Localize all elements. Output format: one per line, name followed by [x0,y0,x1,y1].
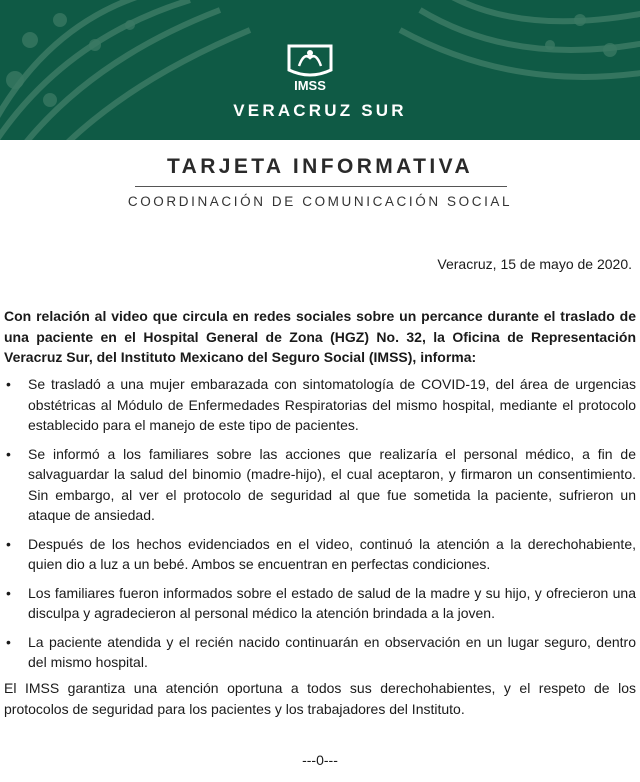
document-title: TARJETA INFORMATIVA [166,155,474,178]
region-label: VERACRUZ SUR [233,101,407,120]
closing-paragraph: El IMSS garantiza una atención oportuna a todos sus derechohabientes, y el respeto de los protocolos de seguridad para los pacientes y los trabajadores del Instituto. [4,680,636,717]
list-item-text: Se informó a los familiares sobre las acciones que realizaría el personal médico, a fin de salvaguardar la salud del binomio (madre-hijo), el cual aceptaron, y firmaron un consentimiento. Sin embargo, al ver el protocolo de seguridad al que fue sometida la paciente, sufrieron un ataque de ansiedad. [28,445,636,523]
intro-paragraph: Con relación al video que circula en redes sociales sobre un percance durante el traslado de una paciente en el Hospital General de Zona (HGZ) No. 32, la Oficina de Representación Veracruz Sur, del Instituto Mexicano del Seguro Social (IMSS), informa: [4,308,636,365]
list-item [4,444,636,526]
title-divider [135,186,507,187]
list-item-text: La paciente atendida y el recién nacido continuarán en observación en un lugar seguro, dentro del mismo hospital. [28,633,636,670]
header-banner [0,0,640,140]
end-mark: ---0--- [302,752,338,768]
list-item [4,632,636,673]
document-subtitle: COORDINACIÓN DE COMUNICACIÓN SOCIAL [127,194,513,209]
list-item-text: Se trasladó a una mujer embarazada con sintomatología de COVID-19, del área de urgencias obstétricas al Módulo de Enfermedades Respiratorias del mismo hospital, mediante el protocolo establecido para el manejo de este tipo de pacientes. [28,376,636,433]
list-item [4,583,636,624]
logo-text: IMSS [294,78,326,92]
bullet-list [4,374,636,681]
bullet-icon: • [6,535,11,552]
list-item [4,534,636,575]
bullet-icon: • [6,584,11,601]
list-item-text: Los familiares fueron informados sobre el estado de salud de la madre y su hijo, y ofrecieron una disculpa y agradecieron al personal médico la atención brindada a la joven. [28,584,636,621]
dateline: Veracruz, 15 de mayo de 2020. [437,256,632,272]
list-item [4,374,636,436]
imss-logo-icon [279,40,341,92]
bullet-icon: • [6,376,11,392]
bullet-icon: • [6,445,11,462]
bullet-icon: • [6,633,11,650]
list-item-text: Después de los hechos evidenciados en el video, continuó la atención a la derechohabiente, quien dio a luz a un bebé. Ambos se encuentran en perfectas condiciones. [28,535,636,572]
